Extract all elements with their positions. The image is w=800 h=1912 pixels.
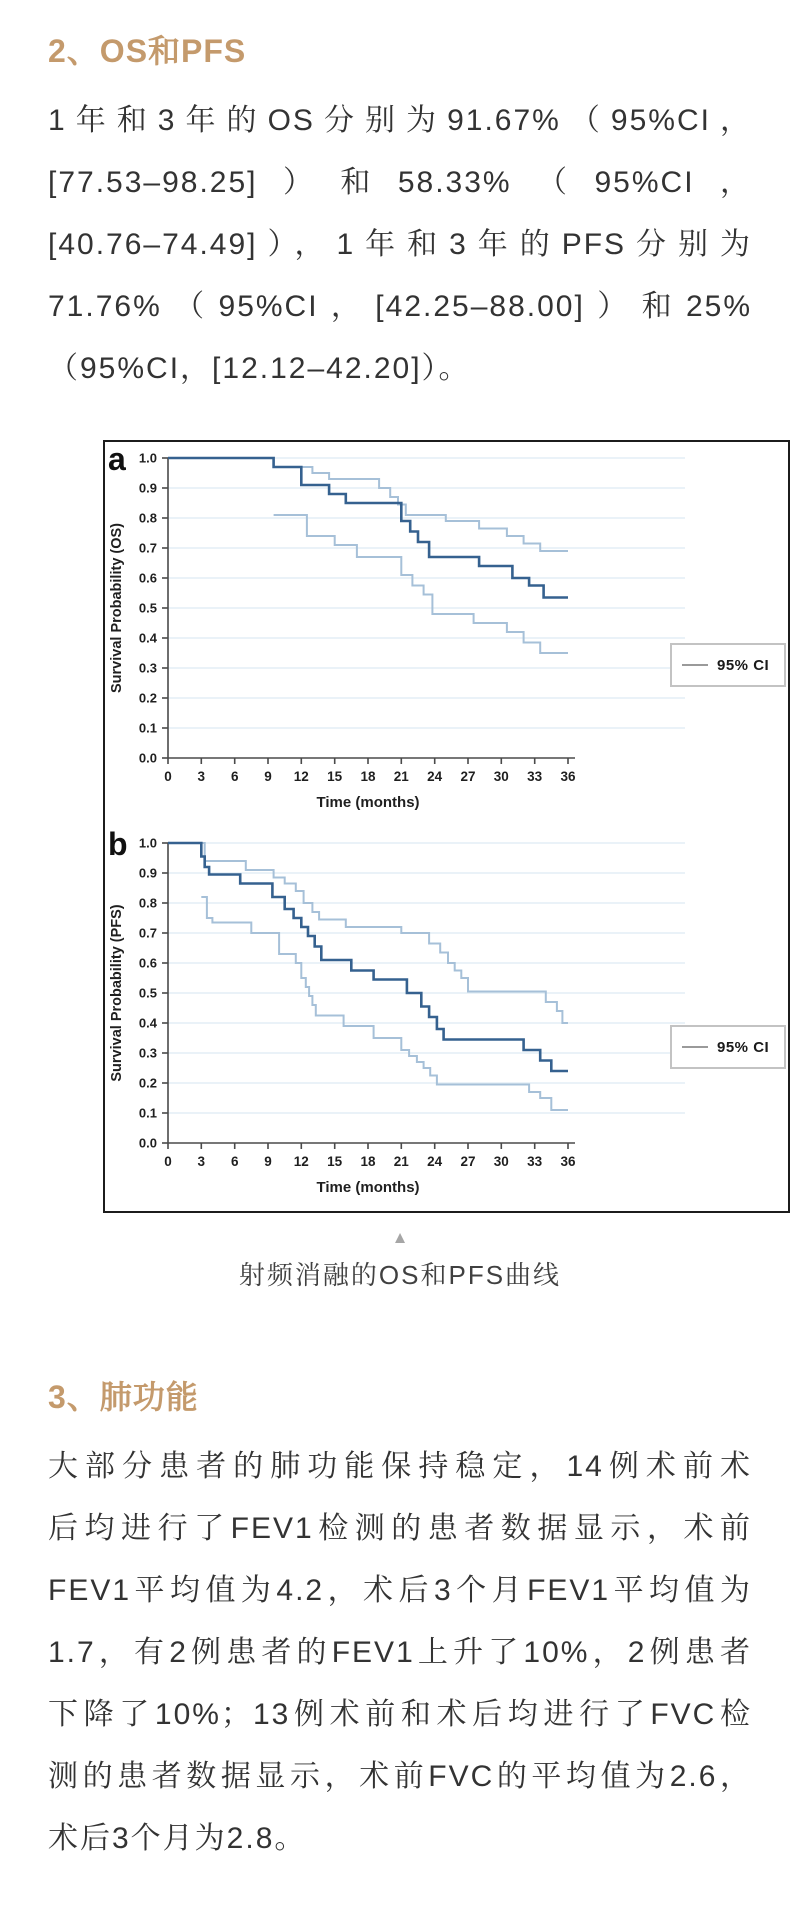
- paragraph-line: （95%CI，[12.12–42.20]）。: [48, 352, 471, 386]
- svg-text:Time (months): Time (months): [316, 794, 420, 812]
- svg-text:27: 27: [460, 1154, 476, 1170]
- svg-text:0.1: 0.1: [138, 1105, 157, 1121]
- svg-text:0.0: 0.0: [138, 1135, 157, 1151]
- svg-text:0.9: 0.9: [138, 480, 157, 496]
- svg-text:Survival Probability (OS): Survival Probability (OS): [109, 523, 125, 694]
- svg-text:36: 36: [560, 769, 576, 785]
- svg-text:3: 3: [197, 1154, 206, 1170]
- svg-text:0.8: 0.8: [138, 510, 157, 526]
- paragraph-line: 大部分患者的肺功能保持稳定，14例术前术: [48, 1449, 752, 1483]
- svg-text:0: 0: [164, 769, 172, 785]
- svg-text:0.5: 0.5: [138, 985, 157, 1001]
- paragraph-line: 后均进行了FEV1检测的患者数据显示，术前: [48, 1511, 752, 1545]
- paragraph-line: 术后3个月为2.8。: [48, 1821, 307, 1855]
- svg-text:0: 0: [164, 1154, 172, 1170]
- paragraph-line: 下降了10%；13例术前和术后均进行了FVC检: [48, 1697, 752, 1731]
- paragraph-os-pfs: [48, 90, 752, 400]
- svg-text:15: 15: [327, 1154, 343, 1170]
- ci-line-swatch: [682, 664, 708, 666]
- svg-text:21: 21: [393, 769, 409, 785]
- ci-line-swatch: [682, 1046, 708, 1048]
- svg-text:6: 6: [230, 1154, 239, 1170]
- svg-text:1.0: 1.0: [138, 450, 157, 466]
- figure-collapse-row: [48, 1229, 752, 1248]
- figure-caption: 射频消融的OS和PFS曲线: [238, 1260, 562, 1291]
- paragraph-line: 1.7，有2例患者的FEV1上升了10%，2例患者: [48, 1635, 752, 1669]
- paragraph-line: [77.53–98.25]）和58.33%（95%CI，: [48, 166, 752, 200]
- svg-text:12: 12: [293, 769, 309, 785]
- svg-text:0.4: 0.4: [138, 1015, 157, 1031]
- svg-text:Time (months): Time (months): [316, 1179, 420, 1197]
- svg-text:9: 9: [264, 1154, 272, 1170]
- svg-text:24: 24: [427, 769, 443, 785]
- paragraph-line: [40.76–74.49]），1年和3年的PFS分别为: [48, 228, 752, 262]
- section-heading-os-pfs: 2、OS和PFS: [48, 33, 247, 69]
- svg-text:6: 6: [230, 769, 239, 785]
- panel-letter-b: b: [108, 826, 128, 863]
- figure-km-curves: [103, 440, 790, 1213]
- section-heading-lung-function: 3、肺功能: [48, 1378, 199, 1415]
- paragraph-line: 71.76%（95%CI，[42.25–88.00]）和25%: [48, 290, 752, 324]
- panel-letter-a: a: [108, 441, 126, 478]
- svg-text:18: 18: [360, 1154, 376, 1170]
- svg-text:0.3: 0.3: [138, 1045, 157, 1061]
- svg-text:0.4: 0.4: [138, 630, 157, 646]
- svg-text:24: 24: [427, 1154, 443, 1170]
- km-plot-os: [105, 442, 788, 827]
- legend-95ci-os: [670, 643, 786, 687]
- paragraph-line: 1年和3年的OS分别为91.67%（95%CI，: [48, 104, 752, 138]
- svg-text:Survival Probability (PFS): Survival Probability (PFS): [109, 904, 125, 1083]
- svg-text:33: 33: [527, 769, 543, 785]
- svg-text:0.7: 0.7: [138, 540, 157, 556]
- svg-text:21: 21: [393, 1154, 409, 1170]
- svg-text:15: 15: [327, 769, 343, 785]
- svg-text:36: 36: [560, 1154, 576, 1170]
- svg-text:3: 3: [197, 769, 206, 785]
- svg-text:0.2: 0.2: [138, 690, 157, 706]
- paragraph-line: 测的患者数据显示，术前FVC的平均值为2.6，: [48, 1759, 752, 1793]
- svg-text:0.0: 0.0: [138, 750, 157, 766]
- svg-text:0.6: 0.6: [138, 570, 157, 586]
- svg-text:0.1: 0.1: [138, 720, 157, 736]
- svg-text:0.8: 0.8: [138, 895, 157, 911]
- svg-text:0.2: 0.2: [138, 1075, 157, 1091]
- svg-text:27: 27: [460, 769, 476, 785]
- svg-text:0.3: 0.3: [138, 660, 157, 676]
- svg-text:0.7: 0.7: [138, 925, 157, 941]
- svg-text:18: 18: [360, 769, 376, 785]
- paragraph-lung-function: [48, 1436, 752, 1870]
- chart-pfs: [105, 827, 788, 1211]
- paragraph-line: FEV1平均值为4.2，术后3个月FEV1平均值为: [48, 1573, 752, 1607]
- svg-text:0.5: 0.5: [138, 600, 157, 616]
- chart-os: [105, 442, 788, 827]
- svg-text:33: 33: [527, 1154, 543, 1170]
- collapse-triangle-icon[interactable]: ▲: [391, 1228, 409, 1248]
- svg-text:30: 30: [493, 769, 509, 785]
- legend-label: 95% CI: [717, 656, 770, 674]
- svg-text:1.0: 1.0: [138, 835, 157, 851]
- svg-text:12: 12: [293, 1154, 309, 1170]
- svg-text:30: 30: [493, 1154, 509, 1170]
- legend-label: 95% CI: [717, 1038, 770, 1056]
- svg-text:0.6: 0.6: [138, 955, 157, 971]
- svg-text:9: 9: [264, 769, 272, 785]
- km-plot-pfs: [105, 827, 788, 1211]
- legend-95ci-pfs: [670, 1025, 786, 1069]
- svg-text:0.9: 0.9: [138, 865, 157, 881]
